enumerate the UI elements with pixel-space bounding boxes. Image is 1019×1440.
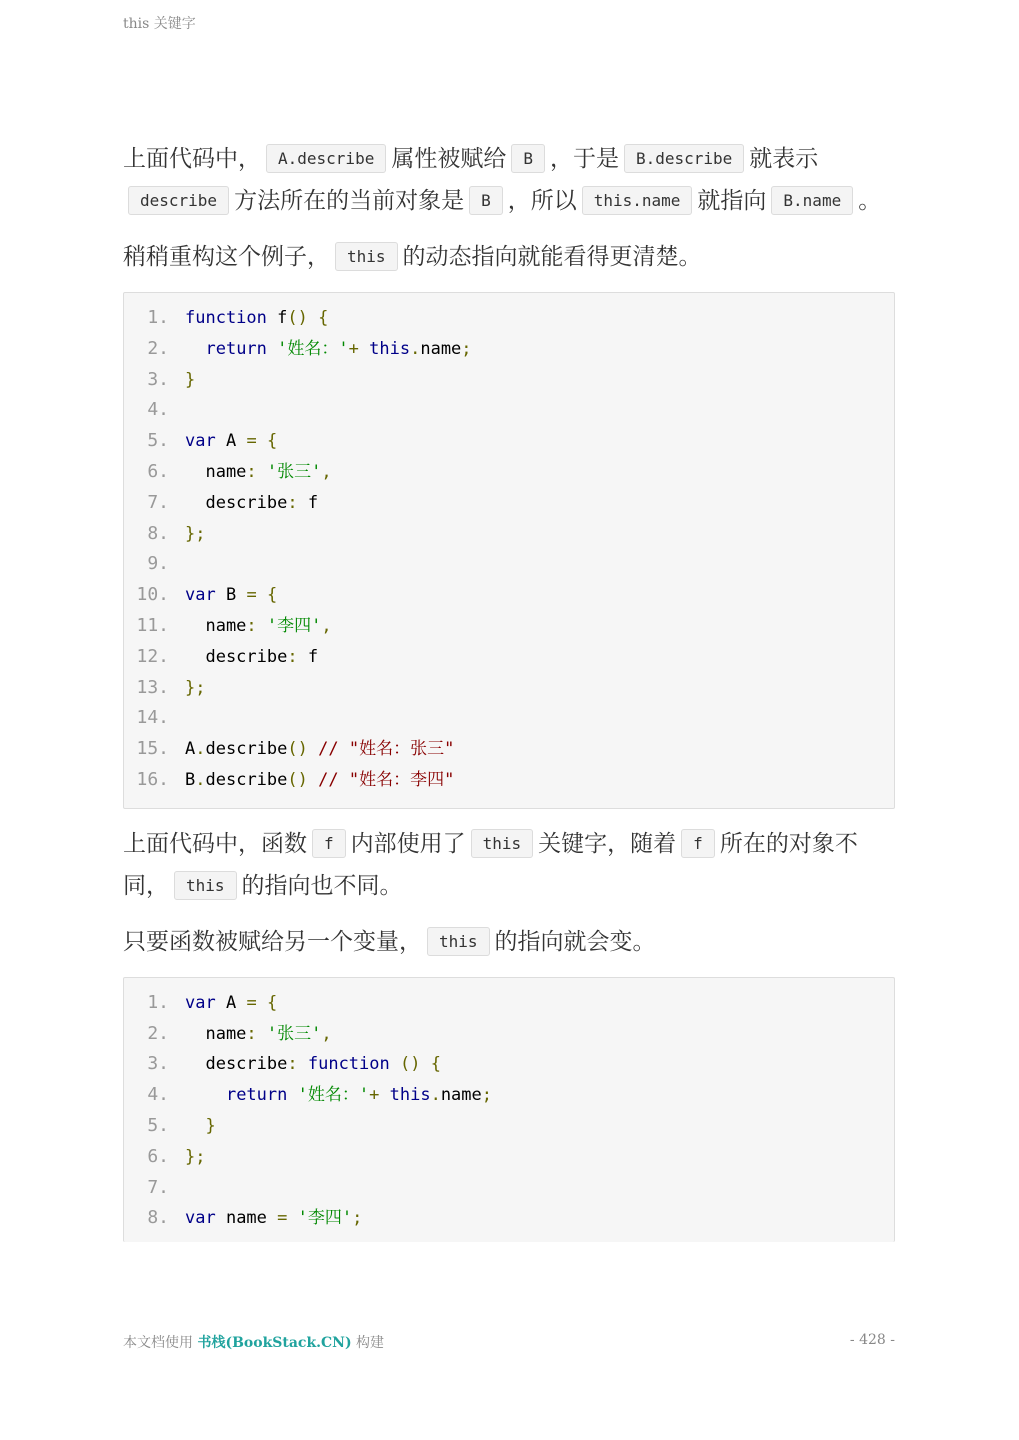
- footer-credit: [123, 1332, 384, 1352]
- paragraph-text: 只要函数被赋给另一个变量，: [123, 928, 422, 955]
- code-token: name: [420, 338, 462, 359]
- code-token: ;: [481, 1085, 493, 1106]
- paragraph-text: 就指向: [697, 188, 767, 214]
- code-token: [185, 1085, 226, 1105]
- code-source: [185, 988, 277, 1019]
- line-number: 1.: [147, 991, 169, 1013]
- inline-code: B.name: [771, 186, 853, 215]
- code-line: [124, 1173, 894, 1204]
- code-line: [124, 457, 894, 488]
- code-token: .: [430, 1085, 441, 1106]
- code-token: this: [389, 1085, 431, 1106]
- code-token: =: [246, 992, 257, 1013]
- code-token: :: [246, 1023, 257, 1044]
- code-token: [287, 1085, 297, 1105]
- paragraph-text: 方法所在的当前对象是: [234, 188, 465, 214]
- code-source: [185, 365, 195, 396]
- code-token: var: [185, 585, 216, 606]
- code-line: [124, 611, 894, 642]
- code-token: A: [215, 431, 247, 452]
- code-token: }: [205, 1115, 216, 1136]
- code-token: =: [246, 431, 257, 452]
- line-number: 12.: [136, 645, 169, 667]
- inline-code: this: [427, 927, 490, 956]
- code-token: [257, 1024, 267, 1044]
- paragraph-text: 上面代码中，函数: [123, 830, 307, 857]
- code-token: '李四': [297, 1208, 353, 1229]
- code-token: [185, 339, 205, 359]
- code-token: (): [400, 1054, 421, 1075]
- code-line: [124, 488, 894, 519]
- code-token: f: [266, 308, 288, 328]
- paragraph-text: 关键字，随着: [538, 830, 677, 857]
- code-source: [185, 580, 277, 611]
- code-source: [185, 303, 328, 334]
- code-token: name: [440, 1085, 482, 1106]
- line-number: 8.: [147, 522, 169, 544]
- code-token: [308, 770, 318, 790]
- code-token: {: [266, 585, 278, 606]
- inline-code: this: [174, 871, 237, 900]
- paragraph-text: 所在的对象不同，: [123, 830, 858, 899]
- code-token: (): [287, 308, 308, 328]
- line-number: 8.: [147, 1207, 169, 1229]
- line-number: 13.: [136, 676, 169, 698]
- code-token: {: [266, 431, 278, 452]
- line-number: 5.: [147, 430, 169, 452]
- code-line: [124, 1142, 894, 1173]
- paragraph-text: 就表示: [749, 146, 819, 172]
- code-token: describe: [185, 492, 288, 513]
- code-token: {: [318, 308, 329, 328]
- code-token: [298, 1054, 308, 1074]
- inline-code: this.name: [582, 186, 693, 215]
- line-number: 5.: [147, 1114, 169, 1136]
- line-number: 7.: [147, 1176, 169, 1198]
- code-token: describe: [205, 769, 288, 790]
- code-source: [185, 1203, 362, 1234]
- code-token: // "姓名：张三": [318, 739, 455, 760]
- inline-code: f: [681, 829, 715, 858]
- code-token: B: [185, 769, 196, 790]
- paragraph-text: 稍稍重构这个例子，: [123, 244, 330, 270]
- code-token: describe: [185, 646, 288, 667]
- code-source: [185, 1111, 216, 1142]
- line-number: 6.: [147, 460, 169, 482]
- line-number: 9.: [147, 553, 169, 575]
- line-number: 6.: [147, 1145, 169, 1167]
- code-line: [124, 703, 894, 734]
- code-token: [257, 462, 267, 482]
- page-header-title: this 关键字: [123, 16, 196, 32]
- code-line: [124, 1080, 894, 1111]
- code-token: [257, 616, 267, 636]
- code-token: };: [185, 1146, 206, 1167]
- code-token: [257, 993, 267, 1013]
- code-line: [124, 395, 894, 426]
- code-token: ,: [321, 461, 332, 482]
- line-number: 15.: [136, 738, 169, 760]
- code-token: [308, 308, 318, 328]
- line-number: 14.: [136, 707, 169, 729]
- code-line: [124, 519, 894, 550]
- paragraph-text: 内部使用了: [350, 830, 466, 857]
- paragraph-text: 。: [858, 188, 882, 214]
- code-token: (): [287, 739, 308, 760]
- code-token: +: [348, 338, 359, 359]
- code-block-refactored-example: [123, 292, 895, 809]
- code-token: +: [369, 1085, 380, 1106]
- paragraph-text: 上面代码中，: [123, 146, 261, 172]
- inline-code: f: [312, 829, 346, 858]
- code-line: [124, 334, 894, 365]
- code-token: '张三': [266, 461, 322, 482]
- inline-code: this: [335, 242, 398, 271]
- code-source: [185, 673, 205, 704]
- code-token: ,: [321, 615, 332, 636]
- code-token: :: [287, 1054, 298, 1075]
- code-token: [287, 1208, 297, 1228]
- code-token: {: [430, 1054, 441, 1075]
- code-token: function: [307, 1054, 390, 1075]
- code-token: A: [185, 739, 196, 760]
- code-token: B: [215, 585, 247, 606]
- code-token: };: [185, 677, 206, 698]
- footer-brand-link[interactable]: 书栈(BookStack.CN): [197, 1335, 352, 1351]
- inline-code: B: [469, 186, 503, 215]
- code-line: [124, 549, 894, 580]
- line-number: 11.: [136, 614, 169, 636]
- code-token: :: [246, 461, 257, 482]
- code-source: [185, 457, 332, 488]
- code-token: return: [205, 338, 267, 359]
- paragraph-reassignment: [123, 921, 895, 963]
- code-source: [185, 488, 318, 519]
- code-token: '姓名：': [297, 1085, 370, 1106]
- code-token: .: [195, 769, 206, 790]
- code-source: [185, 642, 318, 673]
- code-source: [185, 765, 454, 796]
- code-token: (): [287, 769, 308, 790]
- line-number: 1.: [147, 307, 169, 328]
- inline-code: describe: [128, 186, 229, 215]
- code-token: var: [185, 431, 216, 452]
- paragraph-text: ，所以: [507, 188, 577, 214]
- code-line: [124, 673, 894, 704]
- code-token: .: [195, 739, 206, 760]
- code-token: var: [185, 1208, 216, 1229]
- code-token: :: [287, 646, 298, 667]
- code-source: [185, 426, 277, 457]
- code-token: name: [185, 1023, 247, 1044]
- page-footer: [123, 1318, 895, 1368]
- code-line: [124, 1049, 894, 1080]
- code-token: [359, 339, 369, 359]
- code-line: [124, 765, 894, 796]
- code-token: [257, 431, 267, 451]
- code-token: '张三': [266, 1023, 322, 1044]
- line-number: 7.: [147, 491, 169, 513]
- line-number: 4.: [147, 1084, 169, 1106]
- line-number: 16.: [136, 768, 169, 790]
- line-number: 2.: [147, 1022, 169, 1044]
- page-number: - 428 -: [849, 1332, 895, 1348]
- code-token: ;: [461, 338, 472, 359]
- code-token: A: [215, 992, 247, 1013]
- paragraph-text: 属性被赋给: [391, 146, 507, 172]
- code-token: f: [297, 646, 319, 667]
- line-number: 3.: [147, 1053, 169, 1075]
- code-token: '姓名：': [277, 338, 349, 359]
- code-source: [185, 734, 454, 765]
- code-line: [124, 580, 894, 611]
- code-token: }: [185, 369, 196, 390]
- code-block-reassignment-example: [123, 977, 895, 1242]
- code-line: [124, 988, 894, 1019]
- code-token: describe: [185, 1054, 288, 1075]
- code-line: [124, 303, 894, 334]
- code-token: [267, 339, 277, 359]
- code-token: name: [185, 615, 247, 636]
- paragraph-text: 的指向就会变。: [494, 928, 656, 955]
- inline-code: B: [511, 144, 545, 173]
- document-content: [123, 138, 895, 1242]
- code-token: [308, 739, 318, 759]
- code-line: [124, 734, 894, 765]
- code-token: [185, 1116, 205, 1136]
- code-line: [124, 1019, 894, 1050]
- paragraph-text: 的动态指向就能看得更清楚。: [402, 244, 702, 270]
- code-token: .: [410, 338, 421, 359]
- code-token: [379, 1085, 389, 1105]
- code-token: [420, 1054, 430, 1074]
- code-line: [124, 1203, 894, 1234]
- code-token: =: [246, 585, 257, 606]
- code-token: name: [215, 1208, 278, 1229]
- code-token: [390, 1054, 400, 1074]
- code-source: [185, 519, 205, 550]
- code-token: };: [185, 523, 206, 544]
- inline-code: this: [471, 829, 534, 858]
- code-line: [124, 642, 894, 673]
- line-number: 4.: [147, 399, 169, 421]
- code-source: [185, 1019, 332, 1050]
- code-token: return: [225, 1085, 288, 1106]
- code-token: function: [185, 308, 267, 328]
- inline-code: B.describe: [624, 144, 744, 173]
- inline-code: A.describe: [266, 144, 386, 173]
- paragraph-text: ，于是: [549, 146, 619, 172]
- code-token: :: [246, 615, 257, 636]
- code-token: name: [185, 461, 247, 482]
- line-number: 2.: [147, 337, 169, 359]
- code-token: var: [185, 992, 216, 1013]
- code-token: [257, 585, 267, 605]
- code-line: [124, 426, 894, 457]
- code-line: [124, 1111, 894, 1142]
- paragraph-text: 的指向也不同。: [241, 872, 403, 899]
- code-token: =: [277, 1208, 288, 1229]
- code-source: [185, 611, 332, 642]
- line-number: 3.: [147, 368, 169, 390]
- code-token: {: [266, 992, 278, 1013]
- code-source: [185, 334, 472, 365]
- code-token: ,: [321, 1023, 332, 1044]
- code-token: ;: [352, 1208, 363, 1229]
- line-number: 10.: [136, 584, 169, 606]
- code-token: this: [369, 338, 411, 359]
- code-source: [185, 1142, 205, 1173]
- footer-prefix: 本文档使用: [123, 1335, 198, 1351]
- code-line: [124, 365, 894, 396]
- code-token: describe: [205, 739, 288, 760]
- code-token: f: [297, 492, 319, 513]
- code-token: // "姓名：李四": [318, 769, 455, 790]
- code-token: '李四': [266, 615, 322, 636]
- paragraph-dynamic-this: [123, 823, 895, 907]
- paragraph-describe-assignment: [123, 138, 895, 222]
- code-source: [185, 1049, 441, 1080]
- footer-suffix: 构建: [351, 1335, 385, 1351]
- code-token: :: [287, 492, 298, 513]
- code-source: [185, 1080, 492, 1111]
- paragraph-refactor-intro: [123, 236, 895, 278]
